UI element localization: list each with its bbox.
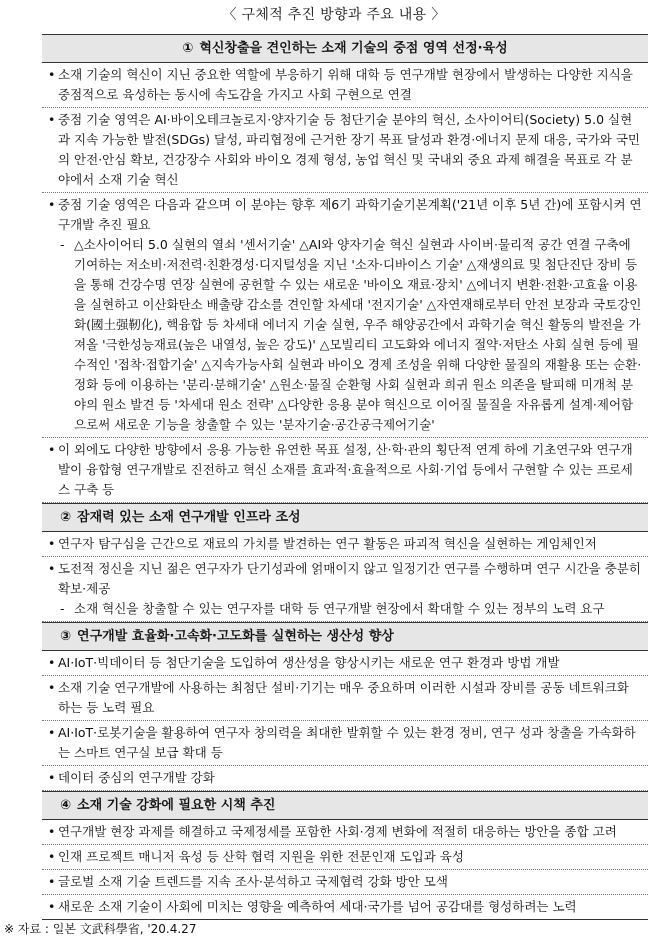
section-title: 잠재력 있는 소재 연구개발 인프라 조성 (77, 510, 301, 525)
item-text: 인재 프로젝트 매니저 육성 등 산학 협력 지원을 위한 전문인재 도입과 육성 (58, 849, 464, 864)
bullet-icon: • (48, 197, 56, 212)
item-text: 이 외에도 다양한 방향에서 응용 가능한 유연한 목표 설정, 산·학·관의 횡단적 연계 하에 기초연구와 연구개발이 융합형 연구개발로 진전하고 혁신 소재를 효과적·효율적으로 사회·기업 등에서 구현할 수 있는 프로세스 구축 등 (58, 442, 633, 497)
item-text: 연구개발 현장 과제를 해결하고 국제정세를 포함한 사회·경제 변화에 적절히 대응하는 방안을 종합 고려 (58, 824, 617, 839)
dash-icon: - (60, 237, 65, 252)
list-item (42, 766, 648, 791)
section-3 (42, 622, 648, 791)
section-2 (42, 503, 648, 622)
section-4 (42, 791, 648, 920)
item-text: AI·IoT·빅데이터 등 첨단기술을 도입하여 생산성을 향상시키는 새로운 연구 환경과 방법 개발 (58, 655, 560, 670)
list-item (42, 895, 648, 920)
list-item (42, 108, 648, 193)
page-title: 〈 구체적 추진 방향과 주요 내용 〉 (222, 7, 446, 23)
item-text: 글로벌 소재 기술 트렌드를 지속 조사·분석하고 국제협력 강화 방안 모색 (58, 874, 448, 889)
list-item (42, 676, 648, 721)
section-number: ④ (60, 798, 72, 813)
section-title: 혁신창출을 견인하는 소재 기술의 중점 영역 선정·육성 (199, 41, 508, 56)
section-number: ② (60, 510, 72, 525)
list-item (42, 193, 648, 438)
bullet-icon: • (48, 561, 56, 576)
bullet-icon: • (48, 849, 56, 864)
bullet-icon: • (48, 770, 56, 785)
bullet-icon: • (48, 680, 56, 695)
list-item (42, 532, 648, 557)
item-text: 소재 기술의 혁신이 지닌 중요한 역할에 부응하기 위해 대학 등 연구개발 현장에서 발생하는 다양한 지식을 중점적으로 육성하는 동시에 속도감을 가지고 사회 구현으로 연결 (58, 67, 633, 102)
list-item (42, 845, 648, 870)
section-1 (42, 34, 648, 503)
bullet-icon: • (48, 442, 56, 457)
item-text: 데이터 중심의 연구개발 강화 (58, 770, 215, 785)
section-heading (42, 34, 648, 63)
bullet-icon: • (48, 536, 56, 551)
source-note: ※ 자료 : 일본 文武科學省, '20.4.27 (4, 922, 197, 936)
list-item (42, 721, 648, 766)
section-number: ③ (60, 629, 72, 644)
list-item (42, 870, 648, 895)
section-heading (42, 622, 648, 651)
item-text: 중점 기술 영역은 다음과 같으며 이 분야는 향후 제6기 과학기술기본계획('21년 이후 5년 간)에 포함시켜 연구개발 추진 필요 (58, 197, 642, 232)
section-number: ① (182, 41, 194, 56)
sub-item (58, 599, 644, 619)
item-text: 중점 기술 영역은 AI·바이오테크놀로지·양자기술 등 첨단기술 분야의 혁신, 소사이어티(Society) 5.0 실현과 지속 가능한 발전(SDGs) 달성, 파리협정에 근거한 장기 목표 달성과 환경·에너지 문제 대응, 국가와 국민의 안전·안심 확보, 건강장수 사회와 바이오 경제 형성, 농업 혁신 및 국내외 중요 과제 해결을 목표로 각 분야에서 소재 기술 혁신 (58, 112, 640, 187)
bullet-icon: • (48, 899, 56, 914)
bullet-icon: • (48, 725, 56, 740)
section-heading (42, 791, 648, 820)
item-text: 도전적 정신을 지닌 젊은 연구자가 단기성과에 얽매이지 않고 일정기간 연구를 수행하며 연구 시간을 충분히 확보·제공 (58, 561, 641, 596)
item-text: AI·IoT·로봇기술을 활용하여 연구자 창의력을 최대한 발휘할 수 있는 환경 정비, 연구 성과 창출을 가속화하는 스마트 연구실 보급 확대 등 (58, 725, 636, 760)
dash-icon: - (60, 601, 65, 616)
item-text: 새로운 소재 기술이 사회에 미치는 영향을 예측하여 세대·국가를 넘어 공감대를 형성하려는 노력 (58, 899, 577, 914)
bullet-icon: • (48, 824, 56, 839)
sub-item-text: △소사이어티 5.0 실현의 열쇠 '센서기술' △AI와 양자기술 혁신 실현과 사이버·물리적 공간 연결 구축에 기여하는 저소비·저전력·친환경성·디지털성을 지닌 '소자·디바이스 기술' △재생의료 및 첨단진단 장비 등을 통해 건강수명 연장 실현에 공헌할 수 있는 새로운 '바이오 재료·장치' △에너지 변환·전환·고효율 이용을 실현하고 이산화탄소 배출량 감소를 견인할 차세대 '전지기술' △자연재해로부터 안전 보장과 국토강인화(國土强靭化), 핵융합 등 차세대 에너지 기술 실현, 우주 해양공간에서 과학기술 혁신 활동의 발전을 가져올 '극한성능재료(높은 내열성, 높은 강도)' △모빌리티 고도화와 에너지 절약·저탄소 사회 실현 등에 필수적인 '접착·접합기술' △지속가능사회 실현과 바이오 경제 조성을 위해 다양한 물질의 재활용 또는 순환·정화 등에 이용하는 '분리·분해기술' △원소·물질 순환형 사회 실현과 희귀 원소 의존을 탈피해 미개척 분야의 원소 발견 등 '차세대 원소 전략' △다양한 응용 분야 혁신으로 이어질 물질을 자유롭게 설계·제어함으로써 새로운 기능을 창출할 수 있는 '분자기술·공간공극제어기술' (74, 237, 642, 432)
bullet-icon: • (48, 655, 56, 670)
sub-item-text: 소재 혁신을 창출할 수 있는 연구자를 대학 등 연구개발 현장에서 확대할 수 있는 정부의 노력 요구 (74, 601, 605, 616)
list-item (42, 820, 648, 845)
section-heading (42, 503, 648, 532)
item-text: 소재 기술 연구개발에 사용하는 최첨단 설비·기기는 매우 중요하며 이러한 시설과 장비를 공동 네트워크화 하는 등 노력 필요 (58, 680, 629, 715)
list-item (42, 651, 648, 676)
item-text: 연구자 탐구심을 근간으로 재료의 가치를 발견하는 연구 활동은 파괴적 혁신을 실현하는 게임체인저 (58, 536, 597, 551)
content-frame (42, 34, 648, 920)
bullet-icon: • (48, 112, 56, 127)
list-item (42, 63, 648, 108)
bullet-icon: • (48, 874, 56, 889)
sub-item (58, 235, 644, 435)
section-title: 소재 기술 강화에 필요한 시책 추진 (77, 798, 276, 813)
list-item (42, 557, 648, 622)
bullet-icon: • (48, 67, 56, 82)
section-title: 연구개발 효율화·고속화·고도화를 실현하는 생산성 향상 (77, 629, 394, 644)
list-item (42, 438, 648, 503)
